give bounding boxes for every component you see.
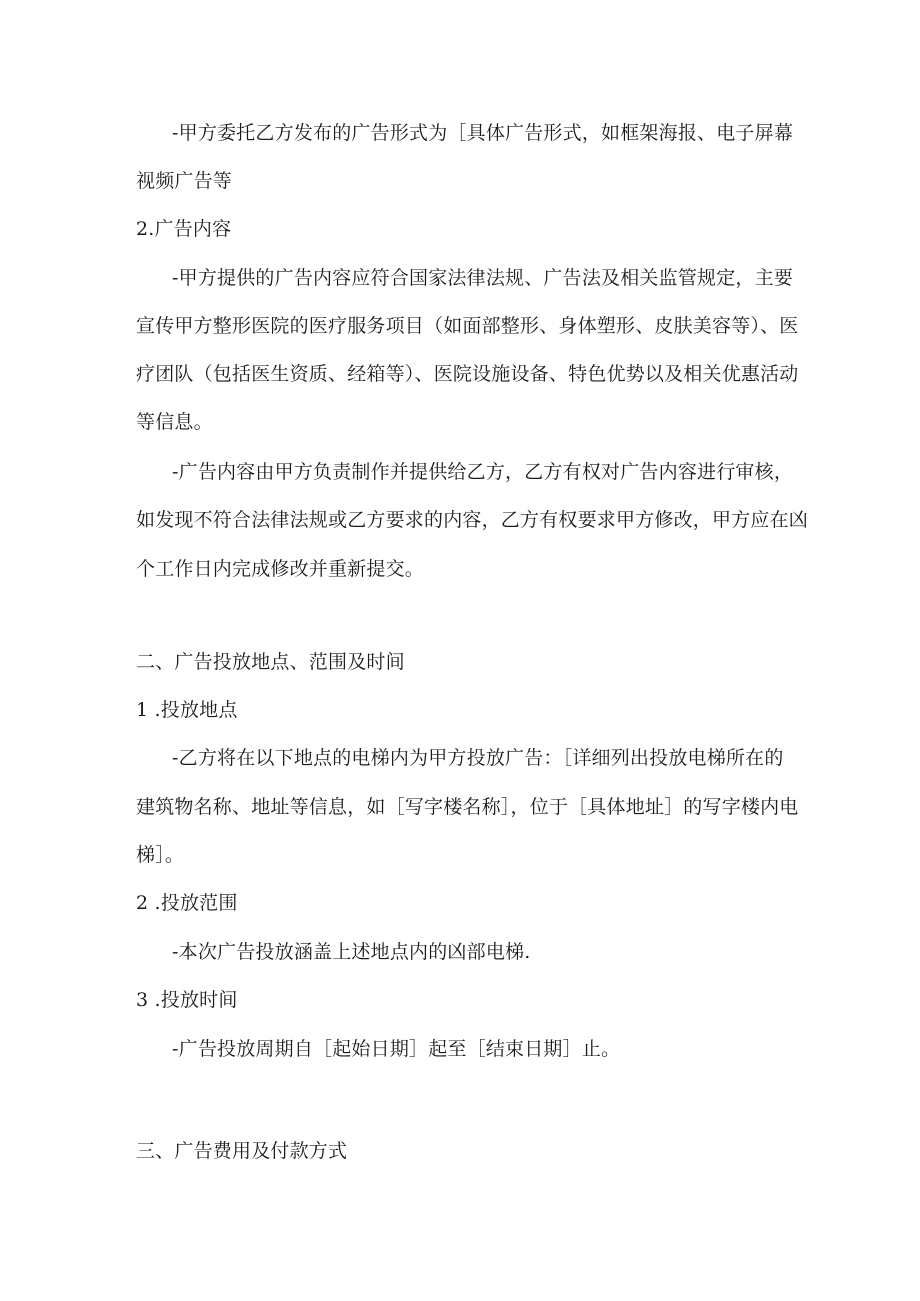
paragraph-line: 建筑物名称、地址等信息，如［写字楼名称］，位于［具体地址］的写字楼内电 [136, 796, 799, 818]
paragraph-line: 如发现不符合法律法规或乙方要求的内容，乙方有权要求甲方修改，甲方应在凶 [136, 509, 809, 531]
section-heading: 二、广告投放地点、范围及时间 [136, 651, 405, 673]
paragraph-line: 宣传甲方整形医院的医疗服务项目（如面部整形、身体塑形、皮肤美容等）、医 [136, 315, 799, 337]
paragraph-line: 疗团队（包括医生资质、经箱等）、医院设施设备、特色优势以及相关优惠活动 [136, 363, 799, 385]
paragraph-line: -乙方将在以下地点的电梯内为甲方投放广告：［详细列出投放电梯所在的 [172, 747, 784, 769]
paragraph-line: -甲方提供的广告内容应符合国家法律法规、广告法及相关监管规定，主要 [172, 267, 794, 289]
section-heading: 2.广告内容 [136, 218, 232, 240]
paragraph-line: 视频广告等 [136, 170, 233, 192]
subsection-heading: 1 .投放地点 [136, 699, 238, 721]
subsection-heading: 3 .投放时间 [136, 989, 238, 1011]
section-heading: 三、广告费用及付款方式 [136, 1140, 348, 1162]
paragraph-line: -广告内容由甲方负责制作并提供给乙方，乙方有权对广告内容进行审核， [172, 461, 794, 483]
paragraph-line: -广告投放周期自［起始日期］起至［结束日期］止。 [172, 1038, 621, 1060]
paragraph-line: 等信息。 [136, 411, 213, 433]
subsection-heading: 2 .投放范围 [136, 892, 238, 914]
paragraph-line: 梯］。 [136, 844, 185, 866]
paragraph-line: -本次广告投放涵盖上述地点内的凶部电梯. [172, 941, 531, 963]
paragraph-line: 个工作日内完成修改并重新提交。 [136, 558, 425, 580]
paragraph-line: -甲方委托乙方发布的广告形式为［具体广告形式，如框架海报、电子屏幕 [172, 122, 794, 144]
